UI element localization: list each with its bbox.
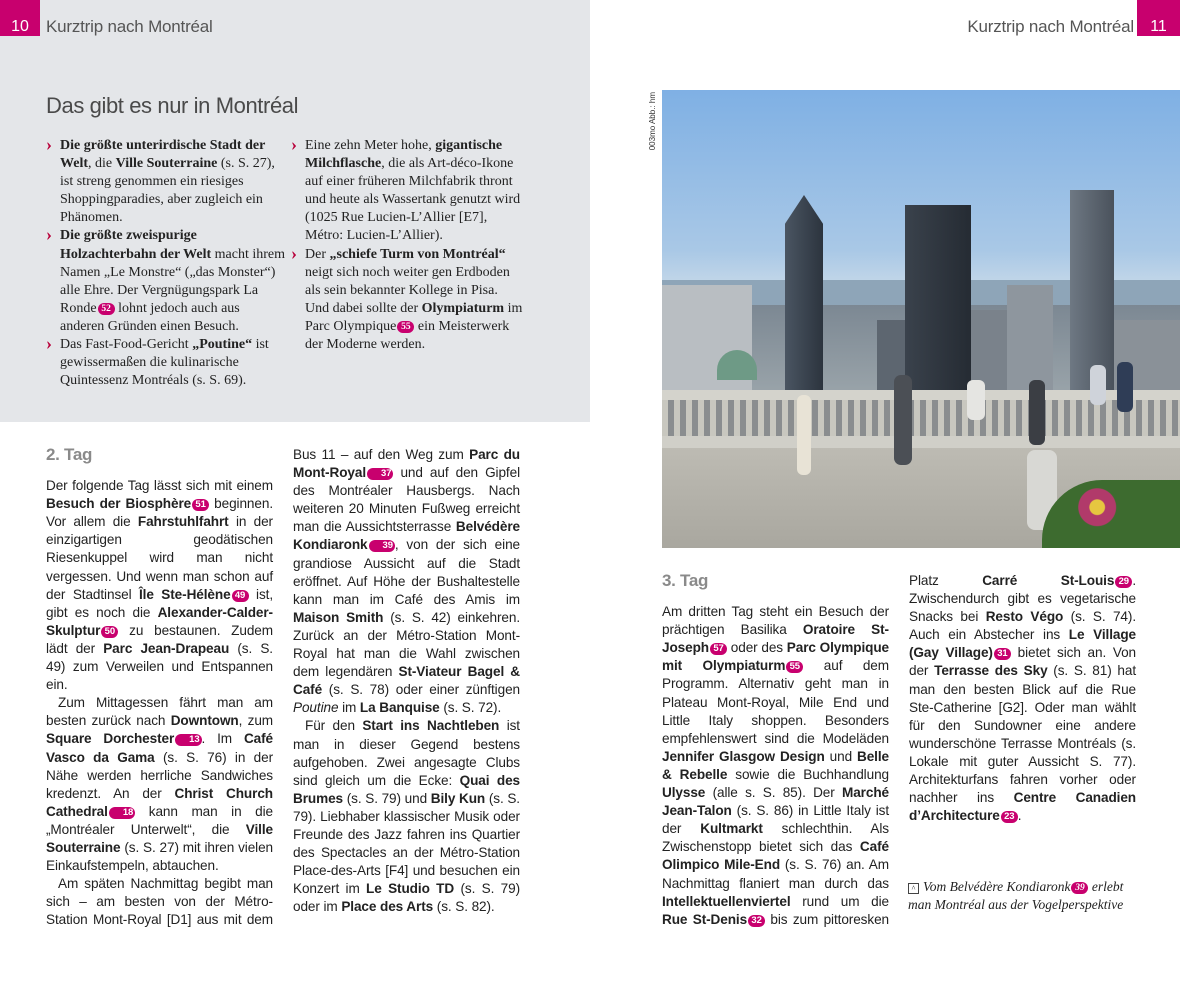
text-run: ist, gibt es noch die [46, 586, 273, 620]
bold-term: St-Viateur Bagel & Café [293, 664, 520, 698]
bold-term: Parc du Mont-Royal [293, 447, 520, 481]
bold-term: Terrasse des Sky [934, 663, 1048, 679]
bold-term: Die größte unterirdische Stadt der Welt [60, 138, 266, 172]
text-run: rund um die [790, 893, 889, 909]
caption-text: Vom Belvédère Kondiaronk [923, 879, 1071, 894]
text-run: Zum Mittagessen fährt man am besten zurück nach [46, 695, 273, 729]
text-run: zu bestaunen. Zudem lädt der [46, 622, 273, 656]
running-head-right: Kurztrip nach Montréal [967, 17, 1134, 36]
location-marker: 32 [748, 915, 765, 927]
bold-term: Marché Jean-Talon [662, 785, 889, 819]
text-run: oder des [727, 640, 787, 656]
bold-term: Maison Smith [293, 609, 384, 625]
text-run: im Parc Olympique [305, 300, 523, 334]
bold-term: La Banquise [359, 700, 440, 716]
paragraph [46, 477, 273, 694]
text-run: . Zwischendurch gibt es vegetarische Snacks bei [909, 573, 1136, 625]
text-run: und [824, 748, 857, 764]
bold-term: Start ins Nachtleben [362, 718, 500, 734]
bold-term: Belvédère Kondiaronk [293, 519, 520, 553]
text-run: auf dem Programm. Alternativ geht man in Plateau Mont-Royal, Mile End und Little Italy shoppen. Besonders empfehlenswert sind die Modeläden [662, 658, 889, 746]
bold-term: Intellektuellenviertel [662, 893, 791, 909]
text-run: Das Fast-Food-Gericht [60, 337, 193, 353]
location-marker: 18 [109, 807, 135, 819]
text-run: (s. S. 49) zum Verweilen und Entspannen ein. [46, 640, 273, 693]
text-run: , von der sich eine grandiose Aussicht auf die Stadt eröffnet. Auf Höhe der Bushaltestelle kann man im Café des Amis im [293, 537, 520, 607]
location-marker: 37 [367, 468, 393, 480]
section-title-day3: 3. Tag [662, 571, 709, 590]
text-run: schlechthin. Als Zwischenstopp bietet sich das [662, 821, 889, 855]
text-run: (s. S. 27), ist streng genommen ein riesiges Shoppingparadies, aber zugleich ein Phänomen. [60, 156, 275, 226]
bold-term: Parc Olympique mit Olympiaturm [662, 640, 889, 674]
paragraph [293, 717, 520, 916]
section-title-day2: 2. Tag [46, 445, 93, 464]
text-run: lohnt jedoch auch aus anderen Gründen einen Besuch. [60, 300, 240, 334]
text-run: Am dritten Tag steht ein Besuch der prächtigen Basilika [662, 604, 889, 638]
text-run: (s. S. 27) mit ihren vielen Einkaufstempeln, abtauchen. [46, 839, 273, 874]
bold-term: Ulysse [662, 785, 706, 801]
text-run: (s. S. 82). [433, 899, 495, 915]
running-head-left: Kurztrip nach Montréal [46, 17, 213, 36]
page-number-right: 11 [1137, 0, 1180, 36]
bold-term: Centre Canadien d’Architecture [909, 790, 1136, 824]
bold-term: Quai des Brumes [293, 772, 520, 806]
text-run: (s. S. 79) oder im [293, 881, 520, 915]
bold-term: Ville Souterraine [46, 821, 273, 855]
text-run: kann man in die „Montréaler Unterwelt“, die [46, 803, 273, 837]
bullet-item [46, 137, 286, 227]
text-run: (s. S. 74). Auch ein Abstecher ins [909, 609, 1136, 643]
bold-term: Rue St-Denis [662, 911, 748, 927]
text-run: (s. S. 76) in der Nähe werden herrliche Sandwiches kredenzt. An der [46, 749, 274, 801]
bold-term: Île Ste-Hélène [139, 586, 231, 602]
bullet-item [46, 227, 286, 336]
location-marker: 29 [1115, 576, 1132, 588]
text-run: (s. S. 86) in Little Italy ist der [662, 803, 889, 837]
box-bullets-col2 [291, 137, 523, 354]
location-marker: 31 [994, 648, 1011, 660]
text-run: (s. S. 78) oder einer zünftigen [322, 682, 520, 698]
text-run: Der folgende Tag lässt sich mit einem [46, 478, 273, 494]
text-run: Eine zehn Meter hohe, [305, 138, 436, 153]
text-run: beginnen. Vor allem die [46, 496, 273, 530]
location-marker: 39 [1071, 882, 1088, 894]
text-run: in der einzigartigen geodätischen Riesenkuppel wird man nicht vergessen. Und wenn man schon auf der Stadtinsel [46, 514, 273, 602]
bold-term: Le Village (Gay Village) [909, 627, 1137, 661]
text-run: sowie die Buchhandlung [727, 766, 889, 782]
photo-credit: 003mo Abb.: hm [648, 92, 657, 151]
text-run: (s. S. 79) und [343, 790, 431, 806]
text-run: bis zum pittoresken Platz [765, 573, 983, 927]
bold-term: Bily Kun [430, 790, 486, 806]
bold-term: Kultmarkt [700, 821, 763, 837]
bold-term: „schiefe Turm von Montréal“ [329, 246, 506, 262]
bold-term: Olympiaturm [421, 300, 505, 316]
text-run: ist gewissermaßen die kulinarische Quintessenz Montréals (s. S. 69). [60, 337, 269, 389]
photo-caption [908, 878, 1138, 914]
text-run: , die [88, 156, 116, 172]
bold-term: Fahrstuhlfahrt [137, 514, 229, 530]
text-run: neigt sich noch weiter gen Erdboden als sein bekannter Kollege in Pisa. Und dabei sollte der [305, 264, 510, 316]
day2-text [46, 446, 520, 940]
location-marker: 39 [369, 540, 395, 552]
bold-term: „Poutine“ [192, 337, 253, 353]
text-run: , die als Art-déco-Ikone auf einer früheren Milchfabrik thront und heute als Wassertank genutzt wird (1025 Rue Lucien-L’Allier [E7], Métro: Lucien-L’Allier). [305, 156, 521, 244]
bold-term: Parc Jean-Drapeau [103, 640, 230, 656]
bold-term: Alexander-Calder-Skulptur [46, 604, 273, 638]
bold-term: Café Olimpico Mile-End [662, 839, 889, 873]
location-marker: 55 [786, 661, 803, 673]
bold-term: Christ Church Cathedral [46, 785, 273, 819]
page-number-left: 10 [0, 0, 40, 36]
location-marker: 50 [101, 626, 118, 638]
text-run: Für den [305, 718, 363, 734]
text-run: . [1017, 808, 1022, 824]
bold-term: Resto Végo [985, 609, 1064, 625]
location-marker: 55 [397, 321, 414, 333]
bold-term: Place des Arts [341, 899, 434, 915]
bold-term: gigantische Milchflasche [305, 138, 503, 172]
text-run: (s. S. 81) hat man den besten Blick auf die Rue Ste-Catherine [G2]. Oder man wählt für den Sundowner eine andere wunderschöne Terrasse Montréals (s. Lokale mit guter Aussicht S. 77). Architekturfans fahren vorher oder nachher ins [909, 663, 1136, 806]
text-run: . Im [201, 731, 244, 747]
bold-term: Jennifer Glasgow Design [662, 748, 825, 764]
text-run: ist man in dieser Gegend bestens aufgehoben. Zwei angesagte Clubs sind gleich um die Ecke: [293, 718, 520, 788]
italic-term: Poutine [293, 700, 339, 716]
text-run: bietet sich an. Von der [909, 645, 1136, 679]
bold-term: Square Dorchester [46, 731, 175, 747]
location-marker: 57 [710, 643, 727, 655]
bullet-item [291, 246, 523, 355]
bold-term: Carré St-Louis [982, 573, 1115, 588]
paragraph [46, 694, 273, 875]
bullet-item [46, 336, 286, 390]
bold-term: Besuch der Biosphère [46, 496, 192, 512]
bold-term: Café Vasco da Gama [46, 731, 274, 765]
photo-arrow-icon: ^ [908, 883, 919, 894]
text-run: (s. S. 72). [439, 700, 502, 716]
location-marker: 23 [1001, 811, 1018, 823]
bold-term: Oratoire St-Joseph [662, 622, 889, 656]
bold-term: Downtown [170, 713, 239, 729]
bold-term: Ville Souterraine [115, 156, 218, 172]
text-run: , zum [238, 713, 274, 729]
photo-belvedere-kondiaronk [662, 90, 1180, 548]
text-run: macht ihrem Namen „Le Monstre“ („das Monster“) alle Ehre. Der Vergnügungspark La Ronde [60, 246, 286, 316]
bullet-item [291, 137, 523, 246]
box-title: Das gibt es nur in Montréal [46, 93, 299, 118]
caption-text-2: erlebt man Montréal aus der Vogelperspektive [908, 879, 1124, 912]
text-run: ein Meisterwerk der Moderne werden. [305, 318, 510, 353]
text-run: Am späten Nachmittag begibt man sich – am besten von der Métro-Station Mont-Royal [D1] aus mit dem Bus 11 – auf den Weg zum [46, 447, 470, 928]
text-run: im [338, 700, 360, 716]
text-run: (s. S. 76) an. Am Nachmittag flaniert man durch das [662, 857, 889, 891]
text-run: (s. S. 79). Liebhaber klassischer Musik oder Freunde des Jazz fahren ins Quartier des Spectacles an der Métro-Station Place-des-Arts [F4] und besuchen ein Konzert im [293, 790, 520, 897]
text-run: und auf den Gipfel des Montréaler Hausbergs. Nach weiteren 20 Minuten Fußweg erreicht man die Aussichtsterrasse [293, 465, 520, 535]
text-run: (alle s. S. 85). Der [705, 785, 842, 801]
bold-term: Belle & Rebelle [662, 748, 889, 782]
text-run: (s. S. 42) einkehren. Zurück an der Métro-Station Mont-Royal hat man die Wahl zwischen dem legendären [293, 609, 520, 680]
text-run: Der [305, 246, 330, 262]
location-marker: 51 [192, 499, 209, 511]
bold-term: Le Studio TD [366, 881, 455, 897]
bold-term: Die größte zweispurige Holzachterbahn der Welt [60, 228, 212, 262]
location-marker: 49 [232, 590, 249, 602]
box-bullets-col1 [46, 137, 286, 390]
location-marker: 13 [175, 734, 201, 746]
location-marker: 52 [98, 303, 115, 315]
